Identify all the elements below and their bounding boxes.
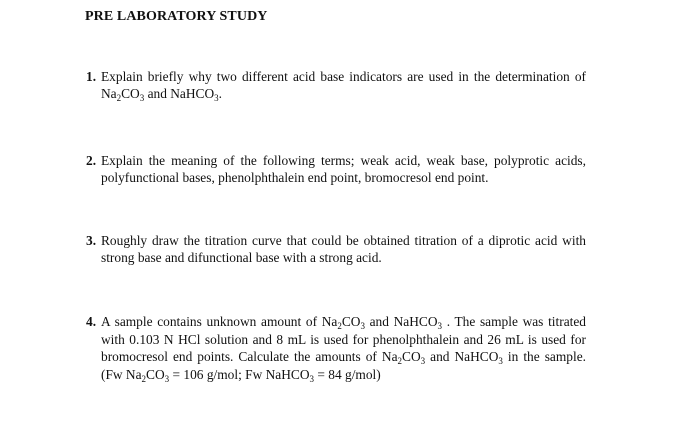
question-2 [86, 153, 586, 186]
subscript: 2 [116, 92, 122, 103]
question-number: 3. [86, 233, 97, 248]
subscript: 3 [360, 321, 365, 331]
subscript: 2 [397, 356, 403, 366]
question-number: 4. [86, 314, 97, 329]
subscript: 3 [420, 356, 426, 366]
question-text: Explain the meaning of the following terms; weak acid, weak base, polyprotic acids, polyfunctional bases, phenolphthalein end point, bromocresol end point. [101, 153, 586, 185]
question-text: Roughly draw the titration curve that could be obtained titration of a diprotic acid with strong base and difunctional base with a strong acid. [101, 233, 586, 265]
subscript: 3 [164, 373, 170, 384]
question-number: 1. [86, 69, 97, 84]
document-heading: PRE LABORATORY STUDY [85, 9, 268, 24]
question-text: A sample contains unknown amount of $Na_2CO_3$ and NaHCO$_3$ . The sample was titrated with 0.103 N HCl solution and 8 mL is used for phenolphthalein and 26 mL is used for bromocresol end points. Calculate the amounts of $Na_2CO_3$ and NaHCO$_3$ in the sample. (Fw $Na_2CO_3 = 106$ g/mol; Fw NaHCO$_3$ = 84 g/mol) [101, 314, 586, 384]
subscript: 3 [437, 321, 443, 331]
question-1 [86, 69, 586, 102]
subscript: 3 [139, 92, 145, 103]
subscript: 2 [141, 373, 147, 384]
question-text: Explain briefly why two different acid base indicators are used in the determination of $Na_2CO_3$ and NaHCO$_3$. [101, 69, 586, 103]
question-number: 2. [86, 153, 97, 168]
question-3 [86, 233, 586, 266]
subscript: 3 [498, 356, 503, 366]
subscript: 2 [337, 321, 342, 331]
subscript: 3 [214, 92, 219, 103]
question-4 [86, 313, 586, 383]
subscript: 3 [309, 373, 315, 384]
